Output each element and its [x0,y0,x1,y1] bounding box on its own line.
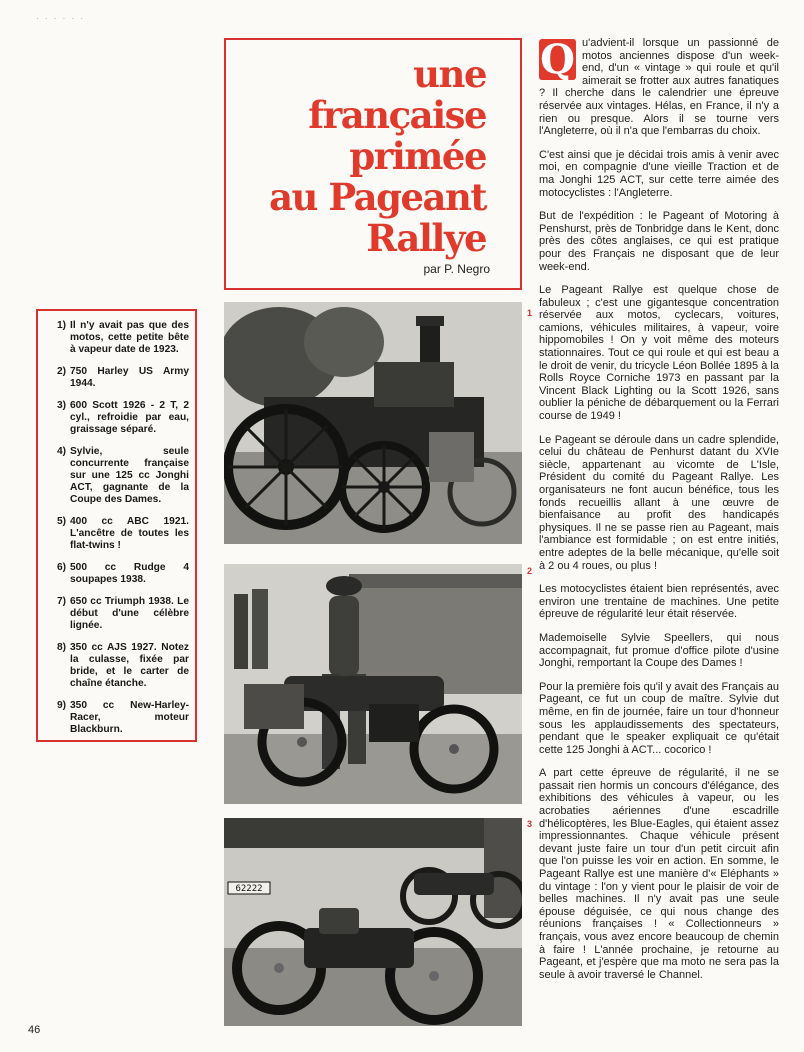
caption-text: 750 Harley US Army 1944. [70,366,189,389]
photo-vintage-motorcycles [224,818,522,1026]
page-number: 46 [28,1024,41,1036]
caption-item [44,446,189,506]
caption-item [44,562,189,586]
article-paragraph: Les motocyclistes étaient bien représentés, avec environ une trentaine de machines. Une petite épreuve de régularité leur était réservée. [539,583,779,621]
caption-number: 5) [56,516,66,527]
article-paragraph: Le Pageant se déroule dans un cadre splendide, celui du château de Penhurst datant du XVIe siècle, appartenant au vicomte de L'Isle, Président du comité du Pageant Rallye. Les organisateurs ne font aucun bénéfice, tous les fonds recueillis allant à une œuvre de bienfaisance au profit des handicapés physiques. Il ne se passe rien au Pageant, mais l'ambiance est formidable ; on est entre initiés, entre adeptes de la belle mécanique, qu'elle soit à 2 ou 4 roues, ou plus ! [539,433,779,572]
caption-number: 9) [56,700,66,711]
title-line: Rallye [366,216,486,260]
article-paragraph: A part cette épreuve de régularité, il ne se passait rien hormis un concours d'élégance, des exhibitions des véhicules à vapeur, ou les acrobaties aériennes d'une escadrille d'hélicoptères, les Blue-Eagles, qui étaient assez impressionnantes. Chaque véhicule présent devant juste faire un tour d'un petit circuit afin que l'on puisse les voir en action. En somme, le Pageant Rallye est une manière d'« Eléphants » du vintage : l'on y vient pour le plaisir de voir de belles machines. Il n'y avait pas une seule épouse déguisée, ce qui nous change des réunions françaises ! « Collectionneurs » français, vous avez encore beaucoup de chemin à faire ! L'année prochaine, je retourne au Pageant, et j'espère que ma moto ne sera pas la seule à avoir traversé le Channel. [539,767,779,981]
article-paragraph [539,37,779,138]
corner-mark: · · · · · · [36,14,86,23]
caption-number: 2) [56,366,66,377]
title-line: au Pageant [269,175,486,219]
caption-box [36,309,197,742]
caption-number: 1) [56,320,66,331]
caption-item [44,366,189,390]
caption-item [44,516,189,552]
caption-list [44,320,189,736]
plate-text: 62222 [235,884,263,894]
caption-text: Il n'y avait pas que des motos, cette petite bête à vapeur date de 1923. [70,320,189,355]
caption-number: 3) [56,400,66,411]
article-title [226,54,486,259]
caption-number: 4) [56,446,66,457]
article-paragraph: C'est ainsi que je décidai trois amis à venir avec moi, en compagnie d'une vieille Traction et de ma Jonghi 125 ACT, sur cette terre aimée des motocyclistes : l'Angleterre. [539,148,779,199]
photo-steam-engine [224,302,522,544]
paragraph-text: u'advient-il lorsque un passionné de motos anciennes dispose d'un week-end, d'un « vintage » qui roule et qu'il aimerait se frotter aux autres fanatiques ? Il cherche dans le calendrier une épreuve réservée aux vintages. Hélas, en France, il n'y a rien ou presque. Alors il se tourne vers l'Angleterre, où il n'a que l'embarras du choix. [539,37,779,138]
article-paragraph: Pour la première fois qu'il y avait des Français au Pageant, ce fut un coup de maître. Sylvie dut même, en fin de journée, faire un tour d'honneur sous les applaudissements des spectateurs, pendant que le speaker expliquait ce qu'était cette 125 Jonghi à ACT... cocorico ! [539,680,779,756]
drop-cap: Q [540,36,575,83]
photo-harley-army [224,564,522,804]
title-line: primée [349,134,486,178]
caption-text: 350 cc AJS 1927. Notez la culasse, fixée par bride, et le carter de chaîne étanche. [70,642,189,689]
caption-item [44,700,189,736]
byline: par P. Negro [423,262,490,276]
caption-number: 8) [56,642,66,653]
caption-item [44,596,189,632]
caption-number: 6) [56,562,66,573]
caption-text: 600 Scott 1926 - 2 T, 2 cyl., refroidie par eau, graissage séparé. [70,400,189,435]
title-box [224,38,522,290]
caption-text: 400 cc ABC 1921. L'ancêtre de toutes les flat-twins ! [70,516,189,551]
article-paragraph: Mademoiselle Sylvie Speellers, qui nous accompagnait, fut promue d'office pilote d'usine Jonghi, remportant la Coupe des Dames ! [539,631,779,670]
caption-item [44,320,189,356]
caption-text: Sylvie, seule concurrente française sur une 125 cc Jonghi ACT, gagnante de la Coupe des Dames. [70,446,189,505]
article-paragraph: But de l'expédition : le Pageant of Motoring à Penshurst, près de Tonbridge dans le Kent, donc près des côtes anglaises, ce qui est pratique pour des Français ne disposant que de leur week-end. [539,210,779,273]
caption-item [44,400,189,436]
caption-item [44,642,189,690]
photo-number: 2 [527,566,533,576]
caption-text: 350 cc New-Harley-Racer, moteur Blackburn. [70,700,189,735]
title-line: une française [308,52,486,137]
photo-number: 3 [527,819,533,829]
caption-text: 500 cc Rudge 4 soupapes 1938. [70,562,189,585]
photo-number: 1 [527,308,533,318]
article-paragraph: Le Pageant Rallye est quelque chose de fabuleux ; c'est une gigantesque concentration réservée aux motos, cyclecars, voitures, camions, véhicules militaires, à vapeur, voire hippomobiles ! On y voit même des moteurs stationnaires. Tout ce qui roule et qui est beau a le droit de venir, du tricycle Léon Bollée 1895 à la Rolls Royce Corniche 1973 en passant par la Vincent Black Lighting ou la Scott 1926, sans oublier la péniche de débarquement ou la Ferrari course de 1949 ! [539,284,779,423]
article-body [539,37,779,992]
caption-number: 7) [56,596,66,607]
caption-text: 650 cc Triumph 1938. Le début d'une célèbre lignée. [70,596,189,631]
